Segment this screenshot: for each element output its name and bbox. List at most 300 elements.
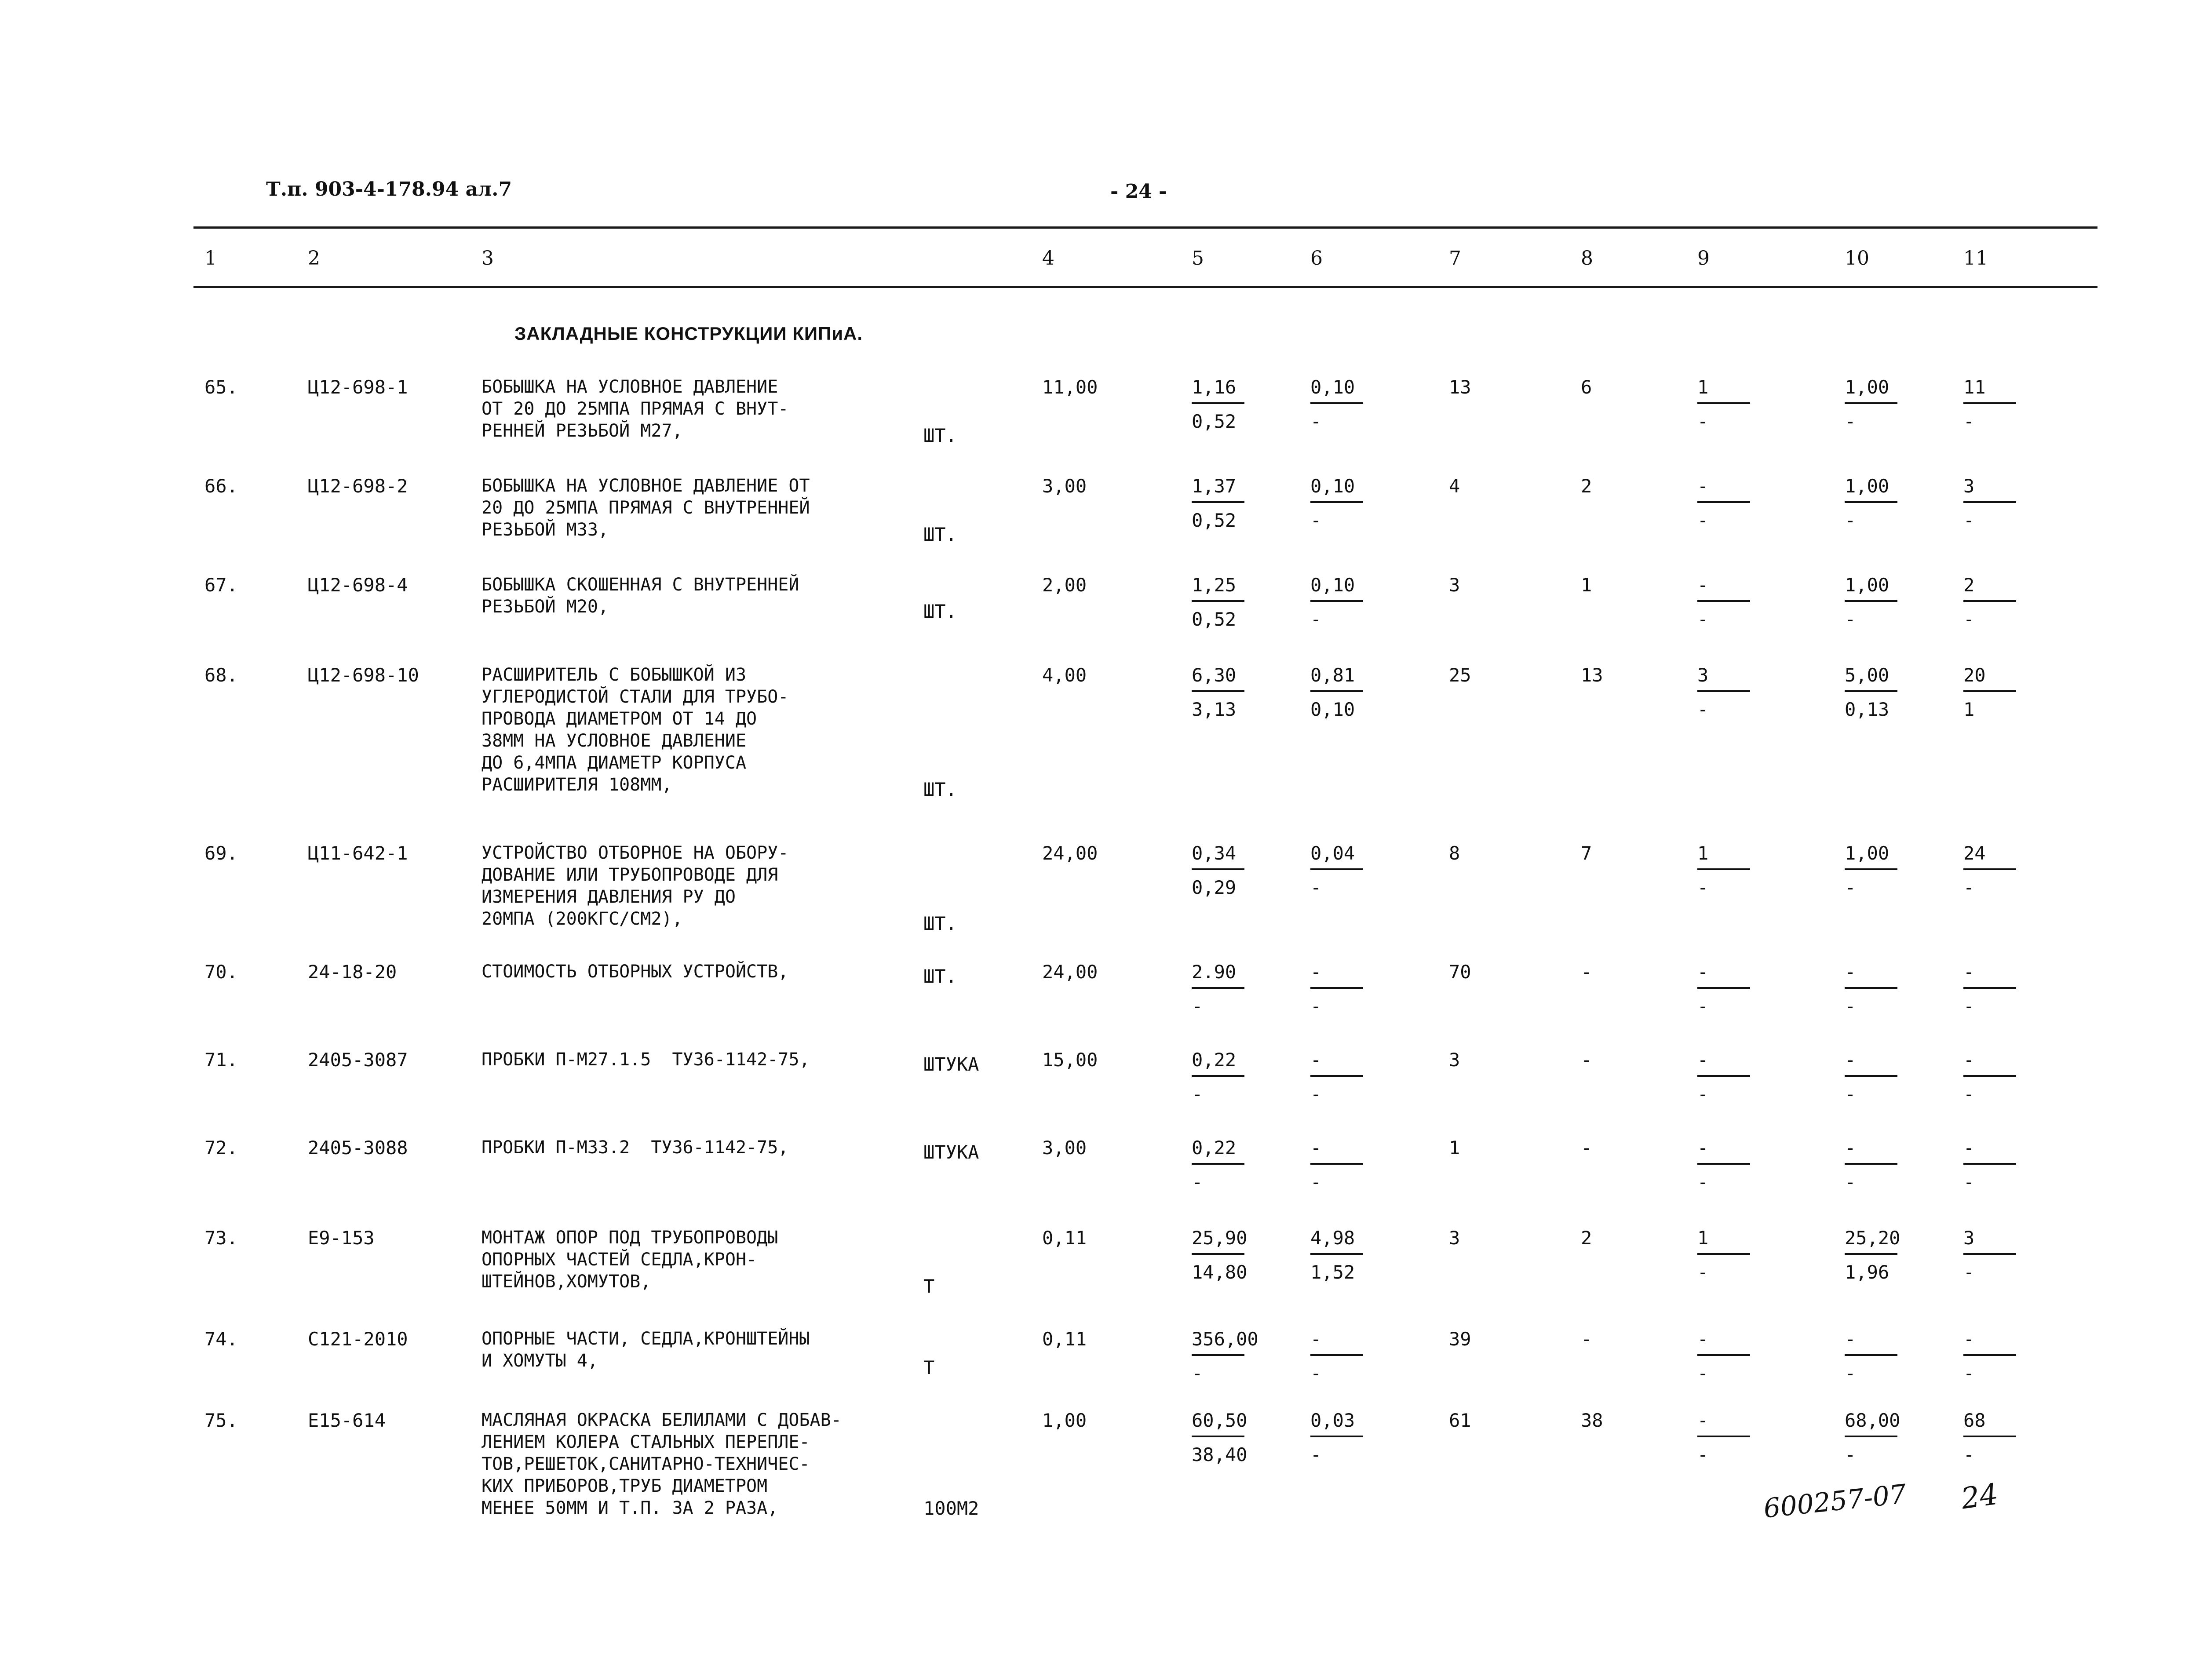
cell-col10 [1845, 574, 1906, 631]
row-number: 74. [204, 1328, 238, 1350]
cell-col10 [1845, 664, 1906, 721]
fraction-rule [1697, 1436, 1750, 1437]
cell-col10 [1845, 475, 1906, 532]
cell-col8: 13 [1581, 664, 1603, 686]
column-number: 5 [1192, 247, 1204, 270]
header-rule-bottom [193, 286, 2097, 288]
cell-col9-numerator: 1 [1697, 842, 1709, 864]
cell-col6-denominator: - [1310, 609, 1322, 630]
cell-col10-denominator: 0,13 [1845, 699, 1890, 720]
cell-col5-denominator: - [1192, 1083, 1203, 1105]
column-number: 8 [1581, 247, 1593, 270]
cell-col6 [1310, 475, 1372, 532]
cell-col5 [1192, 842, 1253, 899]
cell-col11-denominator: - [1963, 995, 1975, 1017]
fraction-rule [1697, 501, 1750, 503]
row-unit: 100М2 [923, 1498, 979, 1519]
row-unit: ШТУКА [923, 1141, 979, 1163]
cell-col5-numerator: 1,16 [1192, 376, 1237, 398]
cell-col9-numerator: - [1697, 1410, 1709, 1431]
cell-col5-numerator: 60,50 [1192, 1410, 1248, 1431]
column-number: 7 [1449, 247, 1461, 270]
row-description: БОБЫШКА НА УСЛОВНОЕ ДАВЛЕНИЕ ОТ 20 ДО 25МПА ПРЯМАЯ С ВНУТРЕННЕЙ РЕЗЬБОЙ М33, [482, 476, 810, 540]
fraction-rule [1192, 1253, 1244, 1255]
cell-col10-numerator: - [1845, 1328, 1856, 1350]
cell-col7: 3 [1449, 1227, 1460, 1249]
fraction-rule [1192, 1354, 1244, 1356]
cell-col9-denominator: - [1697, 995, 1709, 1017]
cell-col9-numerator: - [1697, 1137, 1709, 1159]
cell-col10-denominator: - [1845, 411, 1856, 432]
cell-col8: - [1581, 961, 1592, 983]
cell-col5 [1192, 475, 1253, 532]
row-quantity: 0,11 [1042, 1227, 1087, 1249]
fraction-rule [1310, 1075, 1363, 1077]
cell-col5-denominator: 3,13 [1192, 699, 1237, 720]
row-number: 68. [204, 664, 238, 686]
row-description: ОПОРНЫЕ ЧАСТИ, СЕДЛА,КРОНШТЕЙНЫ И ХОМУТЫ 4, [482, 1329, 810, 1371]
cell-col10-numerator: 5,00 [1845, 664, 1890, 686]
cell-col11-denominator: - [1963, 1171, 1975, 1193]
row-description: БОБЫШКА НА УСЛОВНОЕ ДАВЛЕНИЕ ОТ 20 ДО 25МПА ПРЯМАЯ С ВНУТ- РЕННЕЙ РЕЗЬБОЙ М27, [482, 377, 789, 441]
cell-col6-denominator: - [1310, 1083, 1322, 1105]
cell-col11-numerator: 24 [1963, 842, 1986, 864]
fraction-rule [1845, 402, 1897, 404]
cell-col10-denominator: - [1845, 609, 1856, 630]
fraction-rule [1192, 690, 1244, 692]
cell-col9-numerator: - [1697, 574, 1709, 596]
cell-col8: - [1581, 1049, 1592, 1071]
row-code: Ц12-698-10 [308, 664, 419, 686]
row-quantity: 2,00 [1042, 574, 1087, 596]
cell-col11-numerator: 3 [1963, 475, 1975, 497]
row-code: Ц11-642-1 [308, 842, 408, 864]
row-unit: ШТ. [923, 601, 957, 622]
cell-col11-denominator: - [1963, 1444, 1975, 1465]
cell-col9-denominator: - [1697, 1083, 1709, 1105]
fraction-rule [1845, 868, 1897, 870]
fraction-rule [1192, 1436, 1244, 1437]
fraction-rule [1697, 1163, 1750, 1165]
column-number: 9 [1697, 247, 1710, 270]
cell-col11-denominator: 1 [1963, 699, 1975, 720]
cell-col6-numerator: 4,98 [1310, 1227, 1355, 1249]
fraction-rule [1192, 600, 1244, 602]
cell-col6 [1310, 1137, 1372, 1194]
row-quantity: 0,11 [1042, 1328, 1087, 1350]
fraction-rule [1310, 402, 1363, 404]
row-quantity: 3,00 [1042, 1137, 1087, 1159]
cell-col11 [1963, 574, 2025, 631]
cell-col6-denominator: - [1310, 1363, 1322, 1384]
cell-col5-numerator: 25,90 [1192, 1227, 1248, 1249]
fraction-rule [1963, 868, 2016, 870]
cell-col5-denominator: 0,52 [1192, 510, 1237, 531]
column-number: 4 [1042, 247, 1054, 270]
row-unit: Т [923, 1357, 935, 1378]
fraction-rule [1310, 600, 1363, 602]
fraction-rule [1697, 868, 1750, 870]
cell-col5 [1192, 1227, 1253, 1284]
row-quantity: 24,00 [1042, 842, 1098, 864]
row-quantity: 1,00 [1042, 1410, 1087, 1431]
column-number: 6 [1310, 247, 1323, 270]
cell-col10-numerator: - [1845, 1049, 1856, 1071]
cell-col6-numerator: - [1310, 1137, 1322, 1159]
fraction-rule [1192, 1163, 1244, 1165]
cell-col5-denominator: - [1192, 995, 1203, 1017]
fraction-rule [1697, 1253, 1750, 1255]
cell-col10 [1845, 842, 1906, 899]
cell-col5-denominator: - [1192, 1363, 1203, 1384]
cell-col6-numerator: 0,04 [1310, 842, 1355, 864]
fraction-rule [1963, 690, 2016, 692]
cell-col10-numerator: 68,00 [1845, 1410, 1900, 1431]
cell-col6-denominator: - [1310, 510, 1322, 531]
fraction-rule [1963, 1253, 2016, 1255]
cell-col9-numerator: - [1697, 1328, 1709, 1350]
header-rule-top [193, 226, 2097, 229]
cell-col9-denominator: - [1697, 699, 1709, 720]
cell-col6 [1310, 961, 1372, 1018]
cell-col10-denominator: - [1845, 1083, 1856, 1105]
cell-col5 [1192, 1409, 1253, 1466]
fraction-rule [1192, 402, 1244, 404]
cell-col5-numerator: 2.90 [1192, 961, 1237, 983]
cell-col10-numerator: 1,00 [1845, 376, 1890, 398]
row-code: Ц12-698-1 [308, 376, 408, 398]
cell-col9 [1697, 475, 1759, 532]
cell-col9-numerator: - [1697, 1049, 1709, 1071]
row-description: МАСЛЯНАЯ ОКРАСКА БЕЛИЛАМИ С ДОБАВ- ЛЕНИЕМ КОЛЕРА СТАЛЬНЫХ ПЕРЕПЛЕ- ТОВ,РЕШЕТОК,САНИТАРНО-ТЕХНИЧЕС- КИХ ПРИБОРОВ,ТРУБ ДИАМЕТРОМ МЕНЕЕ 50ММ И Т.П. ЗА 2 РАЗА, [482, 1410, 842, 1518]
cell-col11-numerator: 11 [1963, 376, 1986, 398]
row-code: С121-2010 [308, 1328, 408, 1350]
row-code: Ц12-698-4 [308, 574, 408, 596]
cell-col11 [1963, 842, 2025, 899]
cell-col6-numerator: - [1310, 1328, 1322, 1350]
row-number: 70. [204, 961, 238, 983]
fraction-rule [1310, 1253, 1363, 1255]
cell-col9 [1697, 664, 1759, 721]
cell-col9-denominator: - [1697, 1363, 1709, 1384]
row-code: Е9-153 [308, 1227, 375, 1249]
cell-col5-numerator: 0,22 [1192, 1137, 1237, 1159]
cell-col10 [1845, 1328, 1906, 1385]
cell-col11-numerator: 3 [1963, 1227, 1975, 1249]
cell-col11-denominator: - [1963, 609, 1975, 630]
cell-col7: 4 [1449, 475, 1460, 497]
fraction-rule [1697, 987, 1750, 989]
cell-col11-numerator: - [1963, 1328, 1975, 1350]
cell-col6 [1310, 574, 1372, 631]
cell-col8: 38 [1581, 1410, 1603, 1431]
cell-col11-numerator: 20 [1963, 664, 1986, 686]
cell-col7: 3 [1449, 574, 1460, 596]
cell-col9-denominator: - [1697, 1171, 1709, 1193]
cell-col7: 25 [1449, 664, 1471, 686]
fraction-rule [1697, 690, 1750, 692]
cell-col8: 6 [1581, 376, 1592, 398]
fraction-rule [1310, 987, 1363, 989]
cell-col7: 3 [1449, 1049, 1460, 1071]
row-code: 2405-3088 [308, 1137, 408, 1159]
cell-col9 [1697, 376, 1759, 433]
cell-col6-denominator: - [1310, 411, 1322, 432]
cell-col11 [1963, 1227, 2025, 1284]
cell-col5-denominator: 0,52 [1192, 411, 1237, 432]
row-description: БОБЫШКА СКОШЕННАЯ С ВНУТРЕННЕЙ РЕЗЬБОЙ М20, [482, 575, 799, 617]
row-description: МОНТАЖ ОПОР ПОД ТРУБОПРОВОДЫ ОПОРНЫХ ЧАСТЕЙ СЕДЛА,КРОН- ШТЕЙНОВ,ХОМУТОВ, [482, 1228, 778, 1292]
cell-col9-numerator: 1 [1697, 1227, 1709, 1249]
row-number: 73. [204, 1227, 238, 1249]
cell-col11-numerator: 68 [1963, 1410, 1986, 1431]
cell-col11 [1963, 1049, 2025, 1106]
fraction-rule [1310, 868, 1363, 870]
cell-col11-denominator: - [1963, 877, 1975, 898]
row-quantity: 3,00 [1042, 475, 1087, 497]
cell-col7: 13 [1449, 376, 1471, 398]
cell-col5-numerator: 0,22 [1192, 1049, 1237, 1071]
cell-col10 [1845, 1409, 1906, 1466]
cell-col6-denominator: 0,10 [1310, 699, 1355, 720]
cell-col10-numerator: 1,00 [1845, 574, 1890, 596]
cell-col6-numerator: 0,81 [1310, 664, 1355, 686]
cell-col5-numerator: 6,30 [1192, 664, 1237, 686]
cell-col5-denominator: 0,52 [1192, 609, 1237, 630]
fraction-rule [1697, 1075, 1750, 1077]
fraction-rule [1192, 501, 1244, 503]
cell-col6-denominator: - [1310, 1171, 1322, 1193]
row-number: 75. [204, 1410, 238, 1431]
fraction-rule [1310, 1354, 1363, 1356]
cell-col7: 61 [1449, 1410, 1471, 1431]
cell-col11-denominator: - [1963, 1363, 1975, 1384]
row-number: 69. [204, 842, 238, 864]
row-number: 65. [204, 376, 238, 398]
fraction-rule [1845, 1075, 1897, 1077]
fraction-rule [1963, 600, 2016, 602]
cell-col9 [1697, 574, 1759, 631]
cell-col5 [1192, 376, 1253, 433]
cell-col9 [1697, 842, 1759, 899]
cell-col5-denominator: - [1192, 1171, 1203, 1193]
fraction-rule [1310, 690, 1363, 692]
cell-col11 [1963, 1137, 2025, 1194]
cell-col5-numerator: 356,00 [1192, 1328, 1258, 1350]
cell-col9 [1697, 1227, 1759, 1284]
cell-col11-denominator: - [1963, 411, 1975, 432]
row-unit: ШТ. [923, 779, 957, 800]
row-description: ПРОБКИ П-М27.1.5 ТУ36-1142-75, [482, 1050, 810, 1070]
fraction-rule [1845, 690, 1897, 692]
row-number: 66. [204, 475, 238, 497]
cell-col5-denominator: 38,40 [1192, 1444, 1248, 1465]
cell-col8: 2 [1581, 475, 1592, 497]
row-number: 71. [204, 1049, 238, 1071]
row-description: ПРОБКИ П-М33.2 ТУ36-1142-75, [482, 1137, 789, 1158]
row-number: 67. [204, 574, 238, 596]
cell-col6-numerator: 0,10 [1310, 376, 1355, 398]
cell-col7: 39 [1449, 1328, 1471, 1350]
row-code: Ц12-698-2 [308, 475, 408, 497]
cell-col10-denominator: - [1845, 1363, 1856, 1384]
cell-col10 [1845, 1137, 1906, 1194]
fraction-rule [1963, 1075, 2016, 1077]
cell-col11 [1963, 961, 2025, 1018]
cell-col10-numerator: - [1845, 1137, 1856, 1159]
row-code: Е15-614 [308, 1410, 386, 1431]
row-code: 2405-3087 [308, 1049, 408, 1071]
cell-col8: - [1581, 1328, 1592, 1350]
fraction-rule [1697, 600, 1750, 602]
cell-col11-numerator: - [1963, 961, 1975, 983]
section-title: ЗАКЛАДНЫЕ КОНСТРУКЦИИ КИПиА. [514, 323, 863, 344]
handwritten-page-number: 24 [1959, 1477, 2000, 1516]
cell-col5-denominator: 14,80 [1192, 1261, 1248, 1283]
cell-col11 [1963, 1328, 2025, 1385]
cell-col6 [1310, 1328, 1372, 1385]
cell-col11-numerator: 2 [1963, 574, 1975, 596]
cell-col9 [1697, 1409, 1759, 1466]
row-number: 72. [204, 1137, 238, 1159]
cell-col10-denominator: - [1845, 1444, 1856, 1465]
page-number: - 24 - [1110, 180, 1167, 203]
fraction-rule [1845, 600, 1897, 602]
cell-col10-denominator: - [1845, 995, 1856, 1017]
cell-col5 [1192, 961, 1253, 1018]
row-quantity: 15,00 [1042, 1049, 1098, 1071]
cell-col9-numerator: 3 [1697, 664, 1709, 686]
fraction-rule [1845, 1354, 1897, 1356]
row-unit: ШТУКА [923, 1053, 979, 1075]
cell-col9-denominator: - [1697, 1444, 1709, 1465]
cell-col11-denominator: - [1963, 1261, 1975, 1283]
cell-col6-denominator: - [1310, 877, 1322, 898]
column-number: 2 [308, 247, 320, 270]
cell-col8: - [1581, 1137, 1592, 1159]
cell-col11 [1963, 1409, 2025, 1466]
cell-col9-numerator: 1 [1697, 376, 1709, 398]
row-description: СТОИМОСТЬ ОТБОРНЫХ УСТРОЙСТВ, [482, 962, 789, 982]
cell-col6 [1310, 376, 1372, 433]
row-code: 24-18-20 [308, 961, 397, 983]
cell-col5-numerator: 1,37 [1192, 475, 1237, 497]
cell-col6-numerator: - [1310, 1049, 1322, 1071]
cell-col7: 8 [1449, 842, 1460, 864]
cell-col6-denominator: - [1310, 1444, 1322, 1465]
cell-col11-numerator: - [1963, 1049, 1975, 1071]
cell-col10-numerator: 25,20 [1845, 1227, 1900, 1249]
cell-col10 [1845, 376, 1906, 433]
cell-col9-denominator: - [1697, 877, 1709, 898]
fraction-rule [1192, 1075, 1244, 1077]
row-description: УСТРОЙСТВО ОТБОРНОЕ НА ОБОРУ- ДОВАНИЕ ИЛИ ТРУБОПРОВОДЕ ДЛЯ ИЗМЕРЕНИЯ ДАВЛЕНИЯ РУ ДО 20МПА (200КГС/СМ2), [482, 843, 789, 929]
fraction-rule [1192, 868, 1244, 870]
cell-col5-numerator: 0,34 [1192, 842, 1237, 864]
fraction-rule [1845, 1163, 1897, 1165]
cell-col6 [1310, 842, 1372, 899]
cell-col8: 1 [1581, 574, 1592, 596]
column-number: 1 [204, 247, 217, 270]
cell-col5 [1192, 1328, 1258, 1385]
column-number: 11 [1963, 247, 1988, 270]
fraction-rule [1845, 1253, 1897, 1255]
cell-col9-denominator: - [1697, 609, 1709, 630]
cell-col10-denominator: - [1845, 877, 1856, 898]
cell-col9-numerator: - [1697, 475, 1709, 497]
cell-col10-denominator: - [1845, 510, 1856, 531]
column-number: 3 [482, 247, 494, 270]
cell-col9 [1697, 961, 1759, 1018]
cell-col8: 7 [1581, 842, 1592, 864]
cell-col6 [1310, 1227, 1372, 1284]
cell-col7: 1 [1449, 1137, 1460, 1159]
row-unit: ШТ. [923, 966, 957, 987]
fraction-rule [1310, 1163, 1363, 1165]
cell-col6-numerator: - [1310, 961, 1322, 983]
column-number: 10 [1845, 247, 1869, 270]
cell-col11-numerator: - [1963, 1137, 1975, 1159]
cell-col6-numerator: 0,03 [1310, 1410, 1355, 1431]
fraction-rule [1310, 1436, 1363, 1437]
cell-col10 [1845, 1227, 1906, 1284]
cell-col9-numerator: - [1697, 961, 1709, 983]
cell-col10 [1845, 1049, 1906, 1106]
cell-col9-denominator: - [1697, 1261, 1709, 1283]
fraction-rule [1845, 1436, 1897, 1437]
cell-col9-denominator: - [1697, 510, 1709, 531]
cell-col5 [1192, 574, 1253, 631]
cell-col10-numerator: - [1845, 961, 1856, 983]
cell-col6 [1310, 1049, 1372, 1106]
cell-col11-denominator: - [1963, 510, 1975, 531]
fraction-rule [1697, 402, 1750, 404]
cell-col9 [1697, 1137, 1759, 1194]
handwritten-stamp: 600257-07 [1762, 1479, 1908, 1524]
cell-col8: 2 [1581, 1227, 1592, 1249]
cell-col6-denominator: 1,52 [1310, 1261, 1355, 1283]
cell-col6-numerator: 0,10 [1310, 574, 1355, 596]
fraction-rule [1963, 1163, 2016, 1165]
row-quantity: 4,00 [1042, 664, 1087, 686]
row-unit: ШТ. [923, 425, 957, 446]
fraction-rule [1963, 402, 2016, 404]
row-unit: Т [923, 1275, 935, 1297]
document-header-code: Т.п. 903-4-178.94 ал.7 [266, 178, 512, 200]
row-quantity: 11,00 [1042, 376, 1098, 398]
cell-col11-denominator: - [1963, 1083, 1975, 1105]
cell-col9 [1697, 1049, 1759, 1106]
cell-col10 [1845, 961, 1906, 1018]
fraction-rule [1697, 1354, 1750, 1356]
fraction-rule [1963, 1354, 2016, 1356]
cell-col6 [1310, 664, 1372, 721]
cell-col11 [1963, 664, 2025, 721]
cell-col6-denominator: - [1310, 995, 1322, 1017]
cell-col5-numerator: 1,25 [1192, 574, 1237, 596]
cell-col10-denominator: - [1845, 1171, 1856, 1193]
cell-col6 [1310, 1409, 1372, 1466]
cell-col5 [1192, 664, 1253, 721]
cell-col10-numerator: 1,00 [1845, 842, 1890, 864]
fraction-rule [1192, 987, 1244, 989]
cell-col6-numerator: 0,10 [1310, 475, 1355, 497]
cell-col5 [1192, 1137, 1253, 1194]
cell-col5 [1192, 1049, 1253, 1106]
cell-col9 [1697, 1328, 1759, 1385]
fraction-rule [1963, 501, 2016, 503]
row-quantity: 24,00 [1042, 961, 1098, 983]
